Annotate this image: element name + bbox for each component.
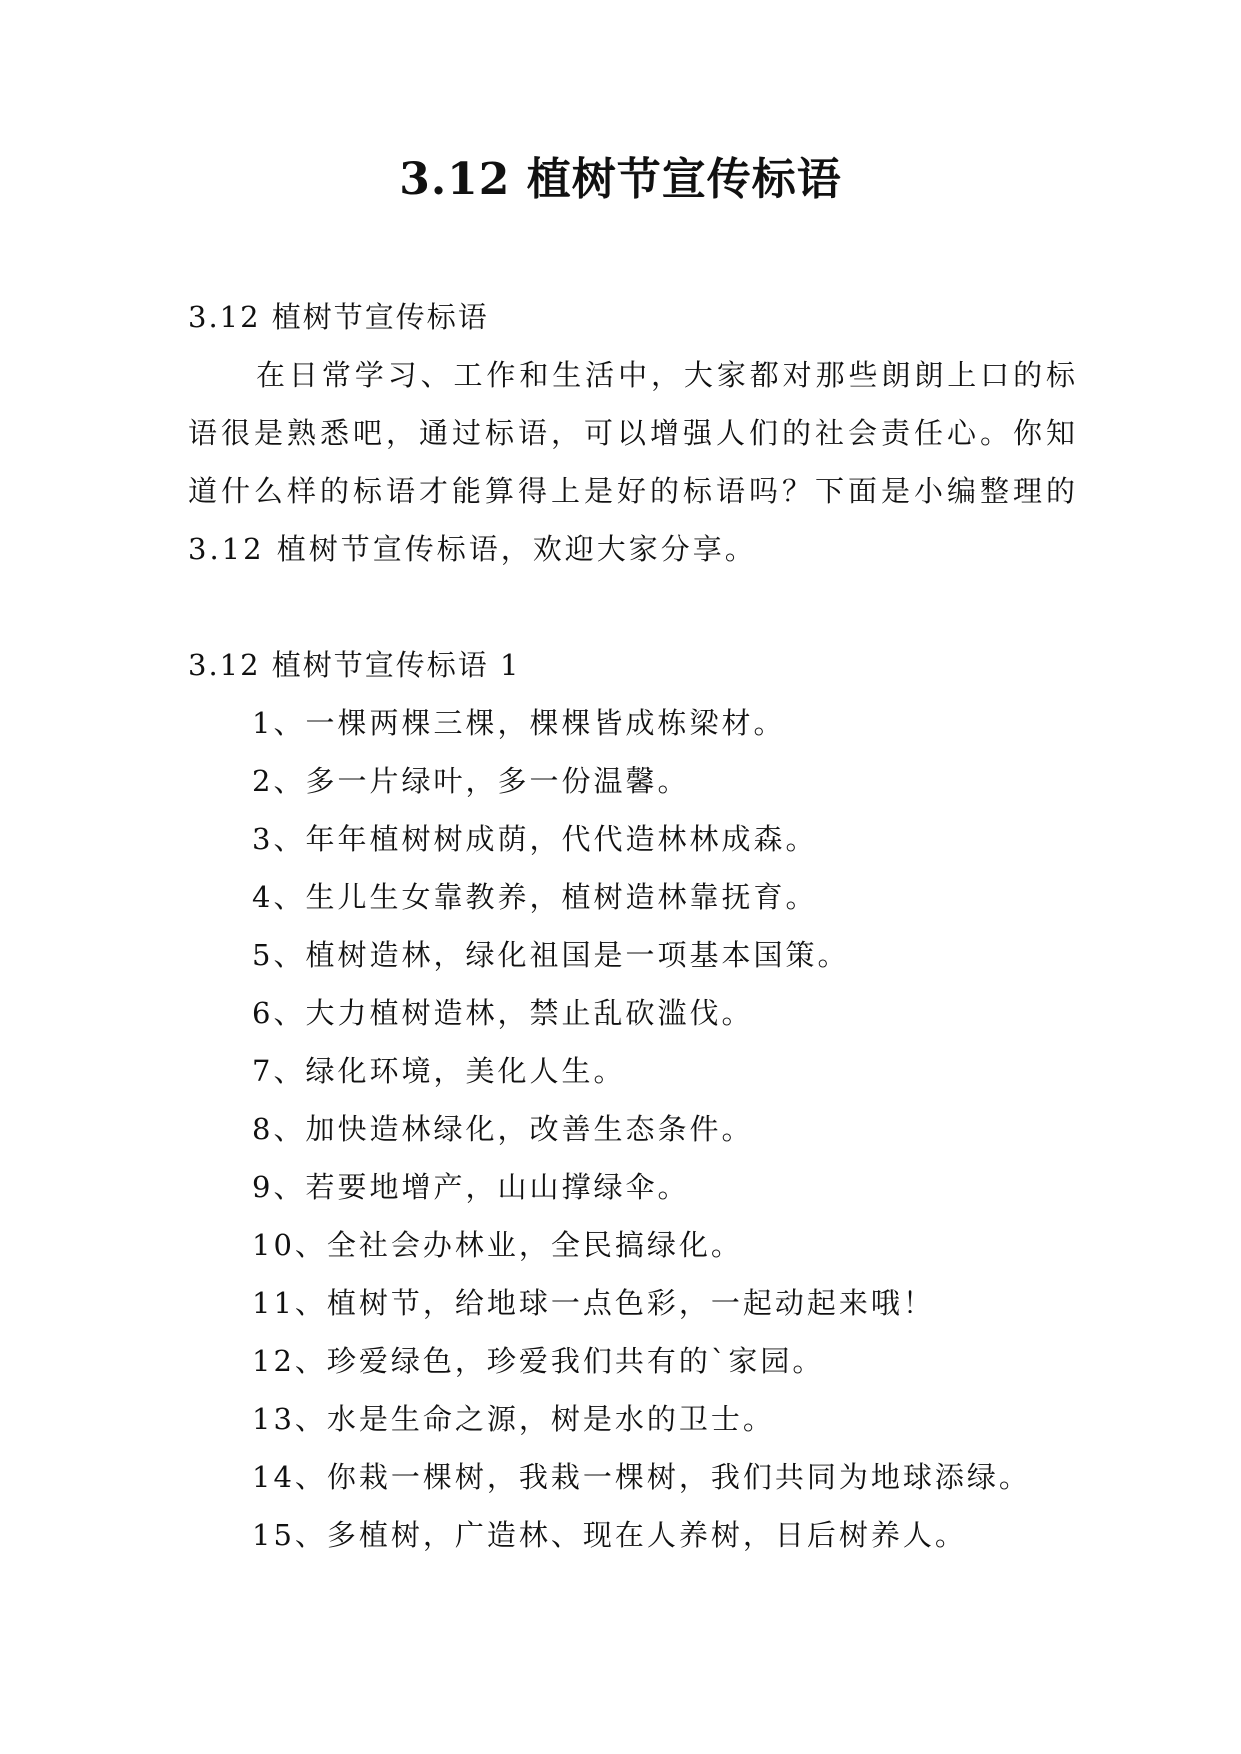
- slogan-item: 2、多一片绿叶，多一份温馨。: [252, 764, 690, 798]
- slogan-item: 14、你栽一棵树，我栽一棵树，我们共同为地球添绿。: [252, 1460, 1031, 1494]
- slogan-item: 4、生儿生女靠教养，植树造林靠抚育。: [252, 880, 818, 914]
- slogan-item: 13、水是生命之源，树是水的卫士。: [252, 1402, 775, 1436]
- slogan-item: 15、多植树，广造林、现在人养树，日后树养人。: [252, 1518, 967, 1552]
- slogan-item: 10、全社会办林业，全民搞绿化。: [252, 1228, 743, 1262]
- slogan-item: 9、若要地增产，山山撑绿伞。: [252, 1170, 690, 1204]
- section-heading: 3.12 植树节宣传标语 1: [188, 648, 521, 682]
- document-body: [188, 288, 1078, 1564]
- slogan-list: [188, 694, 1078, 1564]
- slogan-item: 7、绿化环境，美化人生。: [252, 1054, 626, 1088]
- slogan-item: 1、一棵两棵三棵，棵棵皆成栋梁材。: [252, 706, 786, 740]
- slogan-item: 8、加快造林绿化，改善生态条件。: [252, 1112, 754, 1146]
- slogan-item: 11、植树节，给地球一点色彩，一起动起来哦！: [252, 1286, 935, 1320]
- article-heading: 3.12 植树节宣传标语: [188, 300, 489, 334]
- document-title: 3.12 植树节宣传标语: [399, 154, 842, 205]
- slogan-item: 5、植树造林，绿化祖国是一项基本国策。: [252, 938, 850, 972]
- slogan-item: 6、大力植树造林，禁止乱砍滥伐。: [252, 996, 754, 1030]
- intro-paragraph: 在日常学习、工作和生活中，大家都对那些朗朗上口的标语很是熟悉吧，通过标语，可以增强人们的社会责任心。你知道什么样的标语才能算得上是好的标语吗？下面是小编整理的3.12 植树节宣传标语，欢迎大家分享。: [188, 358, 1078, 566]
- slogan-item: 12、珍爱绿色，珍爱我们共有的`家园。: [252, 1344, 825, 1378]
- slogan-item: 3、年年植树树成荫，代代造林林成森。: [252, 822, 818, 856]
